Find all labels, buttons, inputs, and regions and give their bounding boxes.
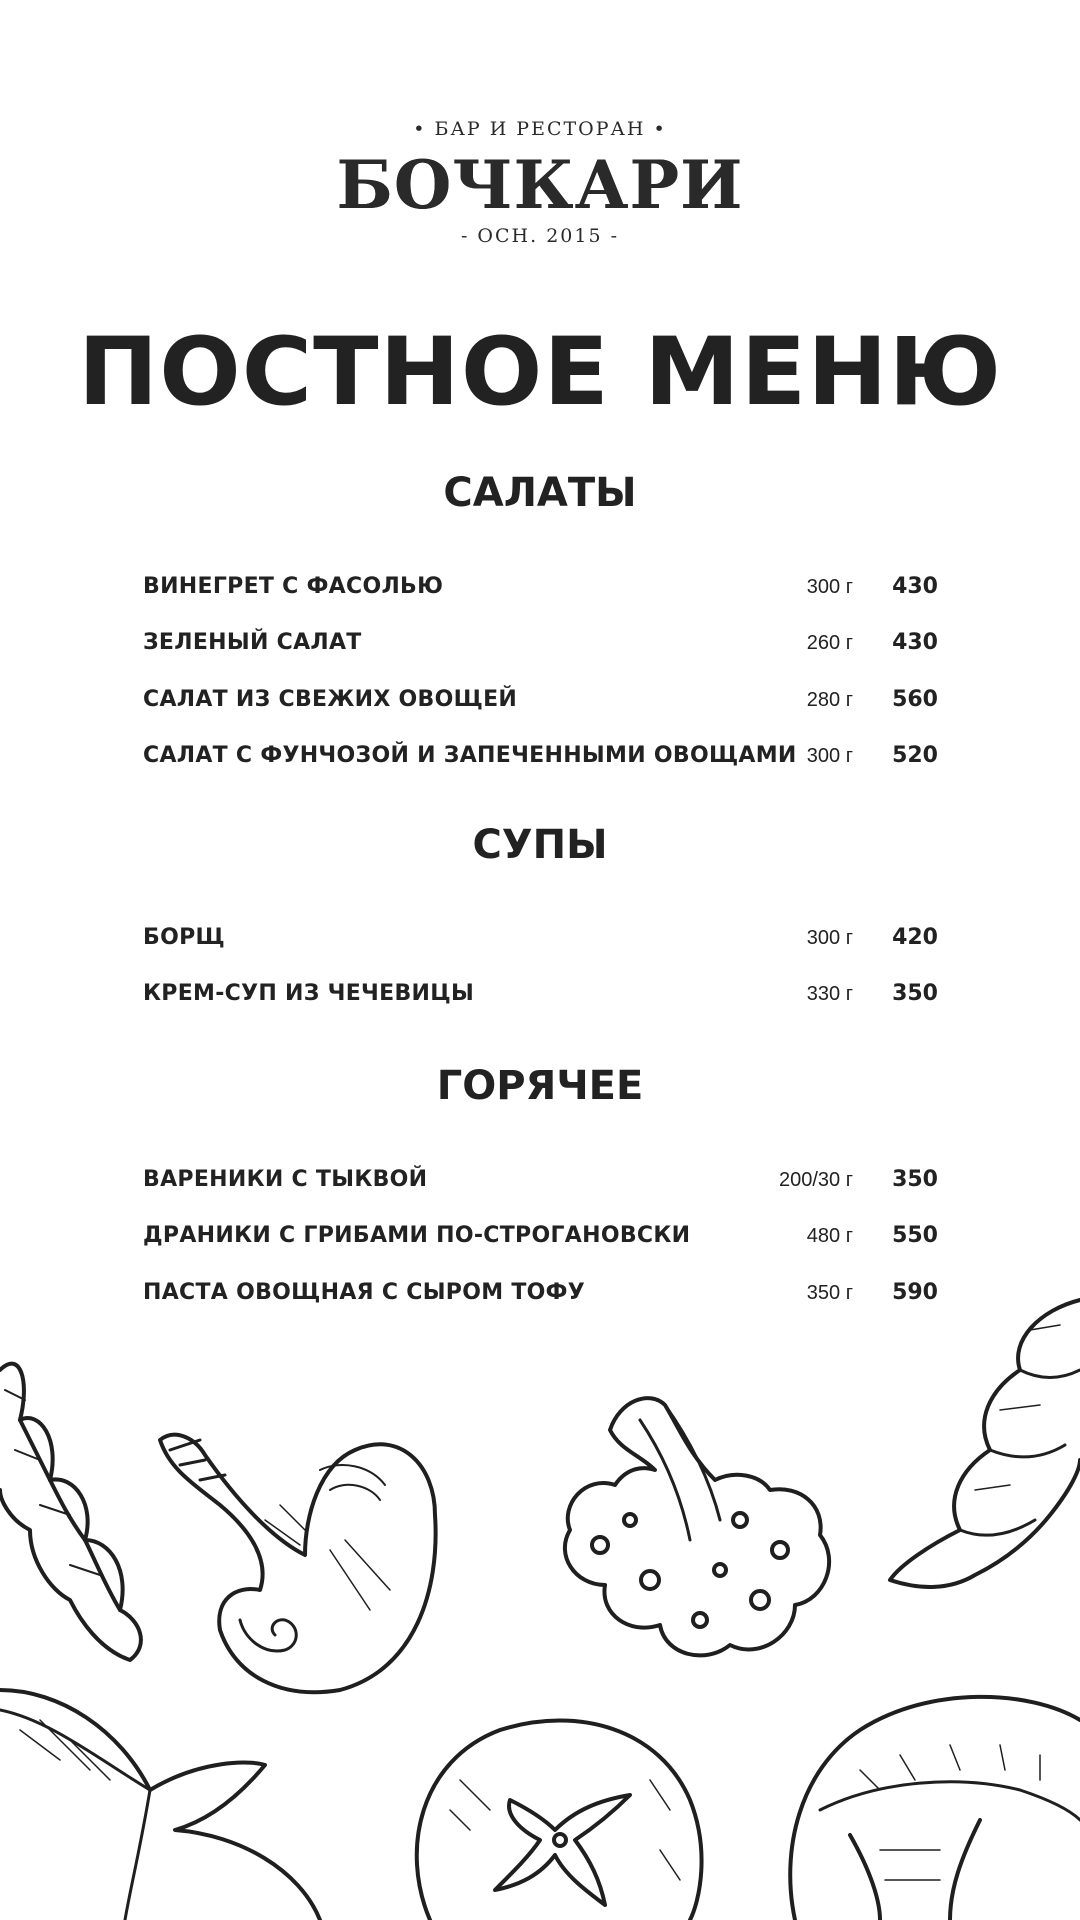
- broccoli-icon: [565, 1398, 829, 1655]
- menu-item: [143, 680, 938, 720]
- item-weight: 200/30 г: [778, 1169, 853, 1191]
- menu-item: [143, 918, 938, 958]
- item-name: КРЕМ-СУП ИЗ ЧЕЧЕВИЦЫ: [143, 981, 475, 1006]
- vegetable-illustrations: [0, 1290, 1080, 1920]
- menu-item: [143, 1216, 938, 1256]
- item-weight: 350 г: [806, 1282, 853, 1304]
- page-title: ПОСТНОЕ МЕНЮ: [77, 318, 1003, 427]
- basil-leaf-icon: [0, 1690, 320, 1920]
- logo-name: БОЧКАРИ: [336, 146, 744, 224]
- item-weight: 300 г: [806, 927, 853, 949]
- item-weight: 300 г: [806, 576, 853, 598]
- item-name: САЛАТ С ФУНЧОЗОЙ И ЗАПЕЧЕННЫМИ ОВОЩАМИ: [143, 743, 797, 768]
- item-name: ДРАНИКИ С ГРИБАМИ ПО-СТРОГАНОВСКИ: [143, 1223, 691, 1248]
- menu-item: [143, 567, 938, 607]
- item-weight: 300 г: [806, 745, 853, 767]
- item-name: ПАСТА ОВОЩНАЯ С СЫРОМ ТОФУ: [143, 1280, 586, 1305]
- item-name: ВАРЕНИКИ С ТЫКВОЙ: [143, 1167, 428, 1192]
- item-price: 550: [892, 1223, 938, 1248]
- item-price: 350: [892, 1167, 938, 1192]
- menu-item: [143, 623, 938, 663]
- item-price: 420: [892, 925, 938, 950]
- menu-item: [143, 736, 938, 776]
- section-title-soups: СУПЫ: [472, 822, 608, 868]
- menu-item: [143, 1160, 938, 1200]
- menu-item: [143, 974, 938, 1014]
- item-weight: 480 г: [806, 1225, 853, 1247]
- section-title-salads: САЛАТЫ: [443, 470, 637, 516]
- mushroom-icon: [790, 1697, 1080, 1920]
- item-name: ЗЕЛЕНЫЙ САЛАТ: [143, 630, 362, 655]
- item-weight: 280 г: [806, 689, 853, 711]
- tomato-icon: [417, 1721, 702, 1920]
- item-price: 430: [892, 630, 938, 655]
- logo-established: - ОСН. 2015 -: [460, 225, 620, 247]
- logo-tagline: • БАР И РЕСТОРАН •: [413, 118, 667, 140]
- item-name: ВИНЕГРЕТ С ФАСОЛЬЮ: [143, 574, 444, 599]
- fusilli-icon: [0, 1364, 141, 1660]
- item-price: 520: [892, 743, 938, 768]
- item-price: 430: [892, 574, 938, 599]
- item-weight: 260 г: [806, 632, 853, 654]
- item-price: 590: [892, 1280, 938, 1305]
- item-name: БОРЩ: [143, 925, 225, 950]
- section-title-hot: ГОРЯЧЕЕ: [436, 1063, 644, 1109]
- mushroom-slice-icon: [160, 1435, 436, 1692]
- item-price: 560: [892, 687, 938, 712]
- item-name: САЛАТ ИЗ СВЕЖИХ ОВОЩЕЙ: [143, 687, 518, 712]
- item-weight: 330 г: [806, 983, 853, 1005]
- item-price: 350: [892, 981, 938, 1006]
- fusilli-icon: [890, 1300, 1080, 1587]
